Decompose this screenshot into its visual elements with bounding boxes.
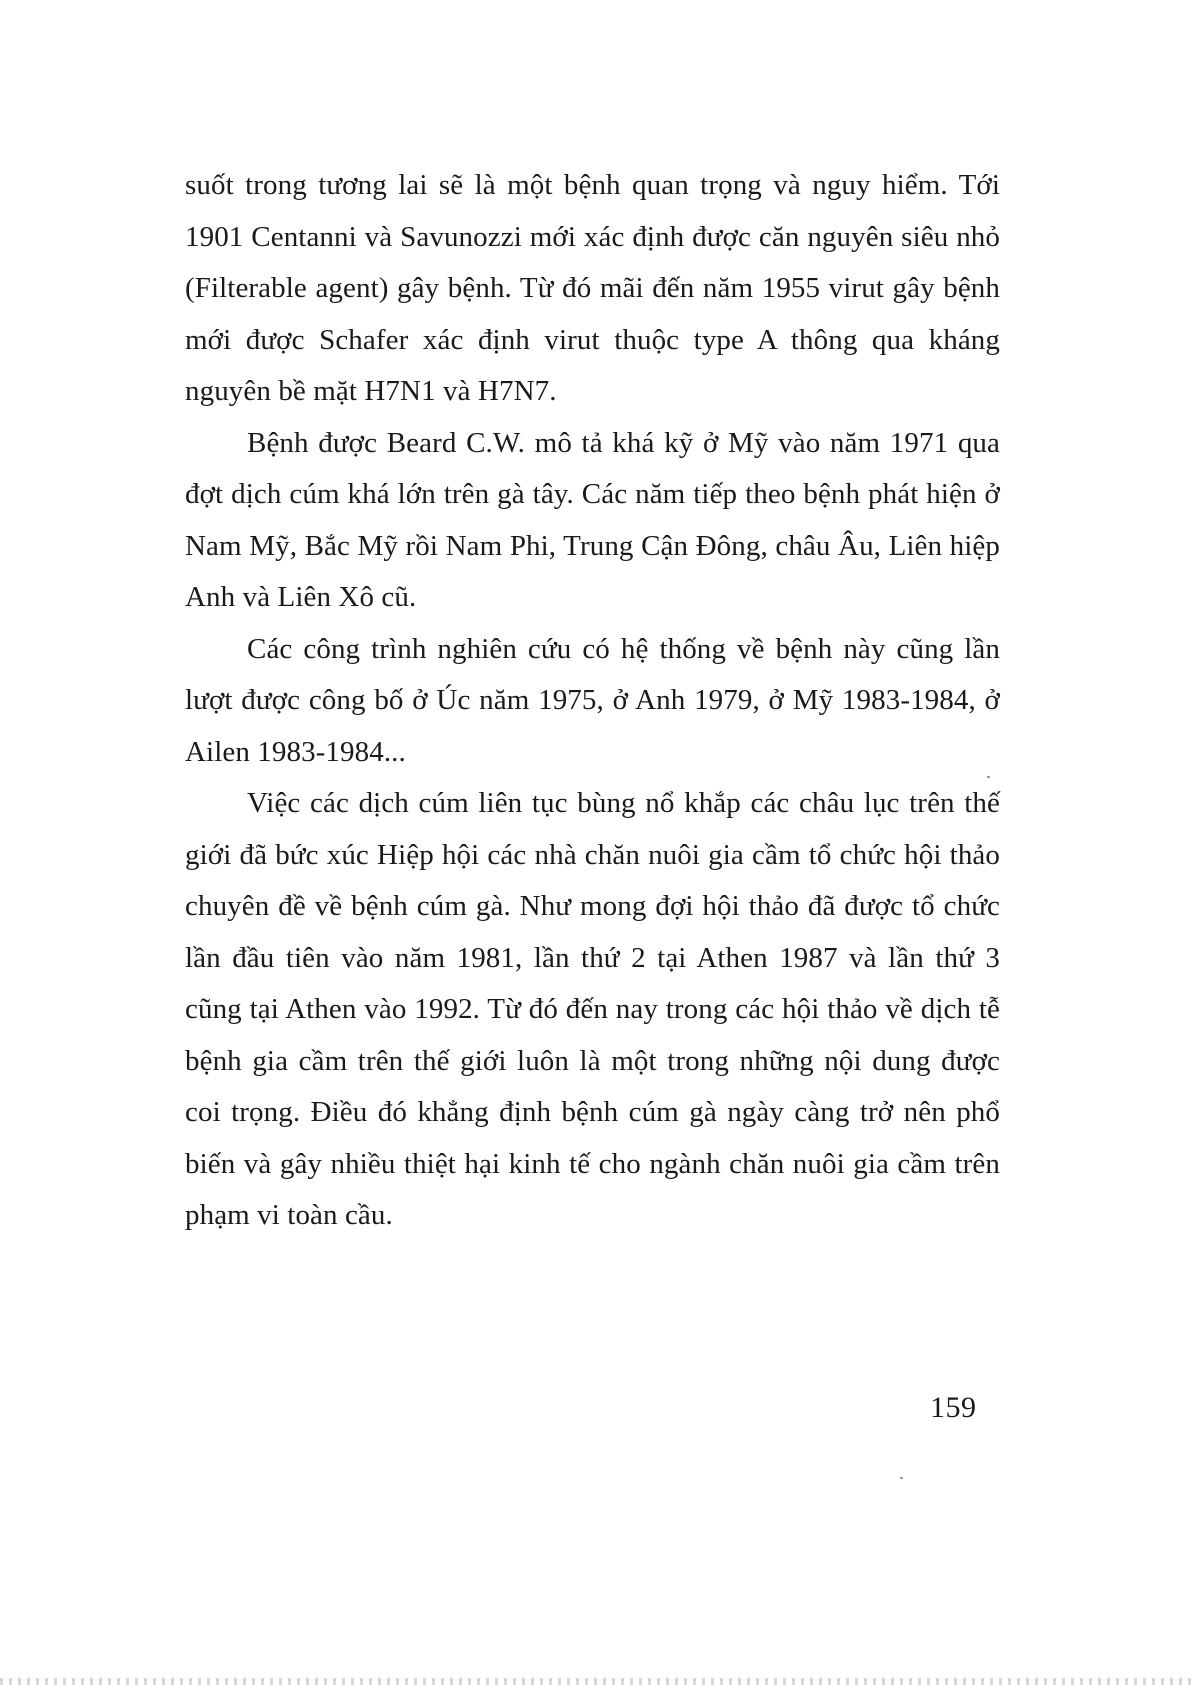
paragraph-2: Bệnh được Beard C.W. mô tả khá kỹ ở Mỹ vào năm 1971 qua đợt dịch cúm khá lớn trên gà tây. Các năm tiếp theo bệnh phát hiện ở Nam Mỹ, Bắc Mỹ rồi Nam Phi, Trung Cận Đông, châu Âu, Liên hiệp Anh và Liên Xô cũ. <box>185 426 1000 613</box>
scan-speck <box>900 1477 903 1479</box>
scan-edge-rule <box>0 1678 1192 1685</box>
body-text <box>185 160 1000 1242</box>
paragraph-3: Các công trình nghiên cứu có hệ thống về bệnh này cũng lần lượt được công bố ở Úc năm 1975, ở Anh 1979, ở Mỹ 1983-1984, ở Ailen 1983-1984... <box>185 632 1000 768</box>
page-number: 159 <box>930 1391 977 1424</box>
paragraph-1: suốt trong tương lai sẽ là một bệnh quan trọng và nguy hiểm. Tới 1901 Centanni và Savunozzi mới xác định được căn nguyên siêu nhỏ (Filterable agent) gây bệnh. Từ đó mãi đến năm 1955 virut gây bệnh mới được Schafer xác định virut thuộc type A thông qua kháng nguyên bề mặt H7N1 và H7N7. <box>185 169 1000 407</box>
paragraph-4: Việc các dịch cúm liên tục bùng nổ khắp các châu lục trên thế giới đã bức xúc Hiệp hội các nhà chăn nuôi gia cầm tổ chức hội thảo chuyên đề về bệnh cúm gà. Như mong đợi hội thảo đã được tổ chức lần đầu tiên vào năm 1981, lần thứ 2 tại Athen 1987 và lần thứ 3 cũng tại Athen vào 1992. Từ đó đến nay trong các hội thảo về dịch tễ bệnh gia cầm trên thế giới luôn là một trong những nội dung được coi trọng. Điều đó khẳng định bệnh cúm gà ngày càng trở nên phổ biến và gây nhiều thiệt hại kinh tế cho ngành chăn nuôi gia cầm trên phạm vi toàn cầu. <box>185 787 1000 1231</box>
scan-speck <box>987 776 990 778</box>
